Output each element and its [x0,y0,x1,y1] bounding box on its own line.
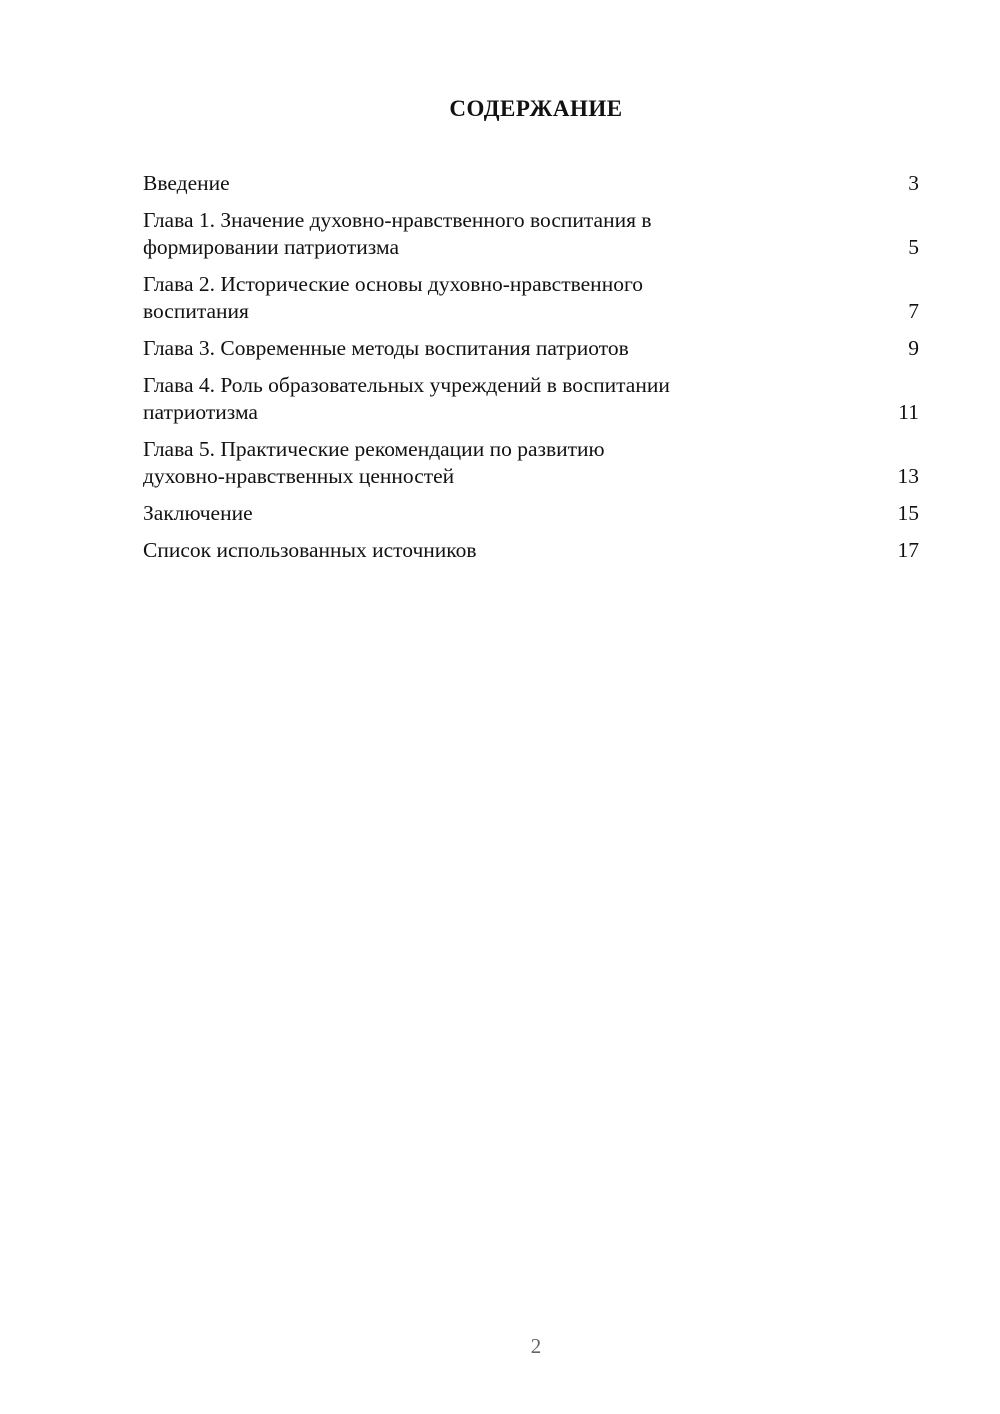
toc-entry-label: Глава 3. Современные методы воспитания патриотов [143,336,629,360]
toc-entry-label: Глава 5. Практические рекомендации по развитию духовно-нравственных ценностей [143,437,605,488]
toc-entry-chapter-3[interactable] [143,335,919,362]
toc-entry-conclusion[interactable] [143,500,919,527]
toc-entry-page-number: 13 [897,464,919,488]
toc-entry-page-number: 9 [908,336,919,360]
toc-entry-label: Заключение [143,501,253,525]
toc-entry-page-number: 5 [908,235,919,259]
toc-entry-page-number: 3 [908,171,919,195]
toc-entry-page-number: 15 [897,501,919,525]
toc-entry-page-number: 17 [897,538,919,562]
page-number: 2 [530,1334,542,1358]
toc-entry-chapter-5[interactable] [143,436,919,490]
toc-entry-chapter-2[interactable] [143,271,919,325]
toc-entry-page-number: 7 [908,299,919,323]
toc-entry-introduction[interactable] [143,170,919,197]
toc-entry-chapter-1[interactable] [143,207,919,261]
toc-entry-label: Глава 4. Роль образовательных учреждений в воспитании патриотизма [143,373,670,424]
toc-entry-label: Глава 2. Исторические основы духовно-нравственного воспитания [143,272,643,323]
toc-entry-label: Глава 1. Значение духовно-нравственного воспитания в формировании патриотизма [143,208,652,259]
toc-title: СОДЕРЖАНИЕ [449,96,623,121]
toc-entry-label: Список использованных источников [143,538,477,562]
toc-entry-page-number: 11 [898,400,919,424]
toc-entry-references[interactable] [143,537,919,564]
toc-entry-chapter-4[interactable] [143,372,919,426]
toc-entry-label: Введение [143,171,230,195]
table-of-contents [143,170,919,574]
